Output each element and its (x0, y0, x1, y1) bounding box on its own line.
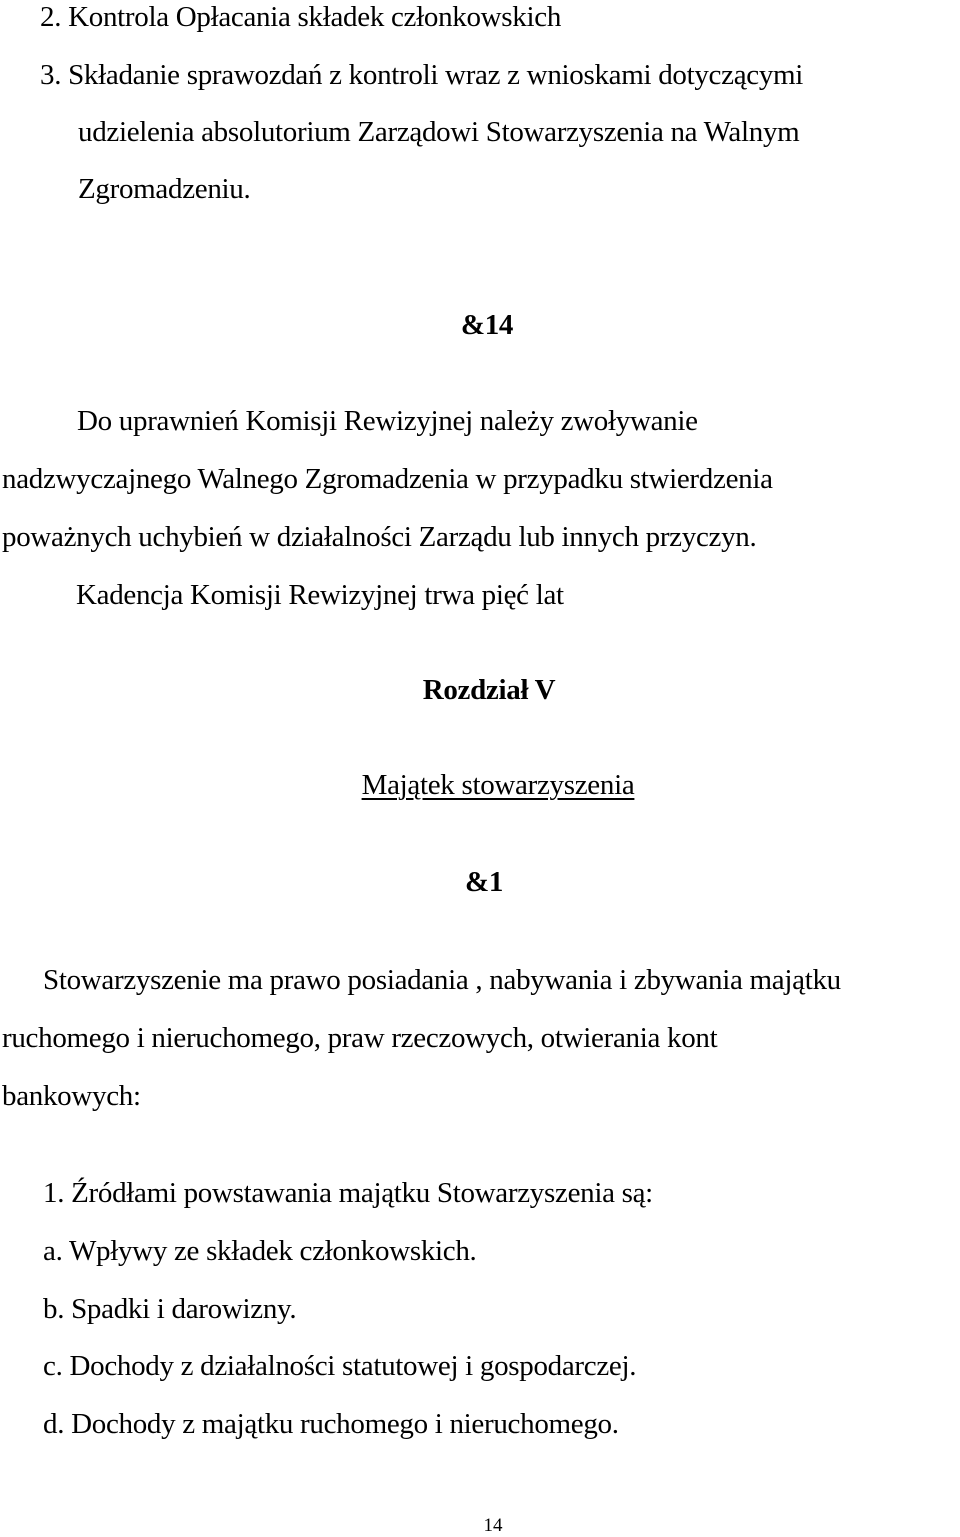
list-item-3: 3. Składanie sprawozdań z kontroli wraz z wnioskami dotyczącymi (40, 59, 804, 91)
section-1-paragraph-line-1: Stowarzyszenie ma prawo posiadania , nabywania i zbywania majątku (43, 964, 841, 996)
chapter-subtitle-text: Majątek stowarzyszenia (361, 769, 635, 801)
list-item-2: 2. Kontrola Opłacania składek członkowskich (40, 1, 562, 33)
section-1-paragraph-line-3: bankowych: (2, 1080, 141, 1112)
section-1-heading: &1 (464, 866, 504, 898)
section-14-paragraph-line-2: nadzwyczajnego Walnego Zgromadzenia w przypadku stwierdzenia (2, 463, 773, 495)
list-item-3-cont-2: Zgromadzeniu. (78, 173, 251, 205)
chapter-subtitle (0, 768, 960, 802)
chapter-title: Rozdział V (422, 674, 556, 706)
sources-list-item-a: a. Wpływy ze składek członkowskich. (43, 1235, 477, 1267)
sources-list-item-b: b. Spadki i darowizny. (43, 1293, 297, 1325)
sources-list-item-d: d. Dochody z majątku ruchomego i nieruchomego. (43, 1408, 619, 1440)
section-14-paragraph-line-3: poważnych uchybień w działalności Zarządu lub innych przyczyn. (2, 521, 757, 553)
sources-list-heading: 1. Źródłami powstawania majątku Stowarzyszenia są: (43, 1177, 653, 1209)
page-number: 14 (483, 1515, 503, 1536)
list-item-3-cont-1: udzielenia absolutorium Zarządowi Stowarzyszenia na Walnym (78, 116, 800, 148)
section-14-heading: &14 (460, 309, 514, 341)
sources-list-item-c: c. Dochody z działalności statutowej i gospodarczej. (43, 1350, 637, 1382)
section-14-paragraph-line-4: Kadencja Komisji Rewizyjnej trwa pięć lat (76, 579, 564, 611)
section-14-paragraph-line-1: Do uprawnień Komisji Rewizyjnej należy zwoływanie (77, 405, 698, 437)
section-1-paragraph-line-2: ruchomego i nieruchomego, praw rzeczowych, otwierania kont (2, 1022, 718, 1054)
